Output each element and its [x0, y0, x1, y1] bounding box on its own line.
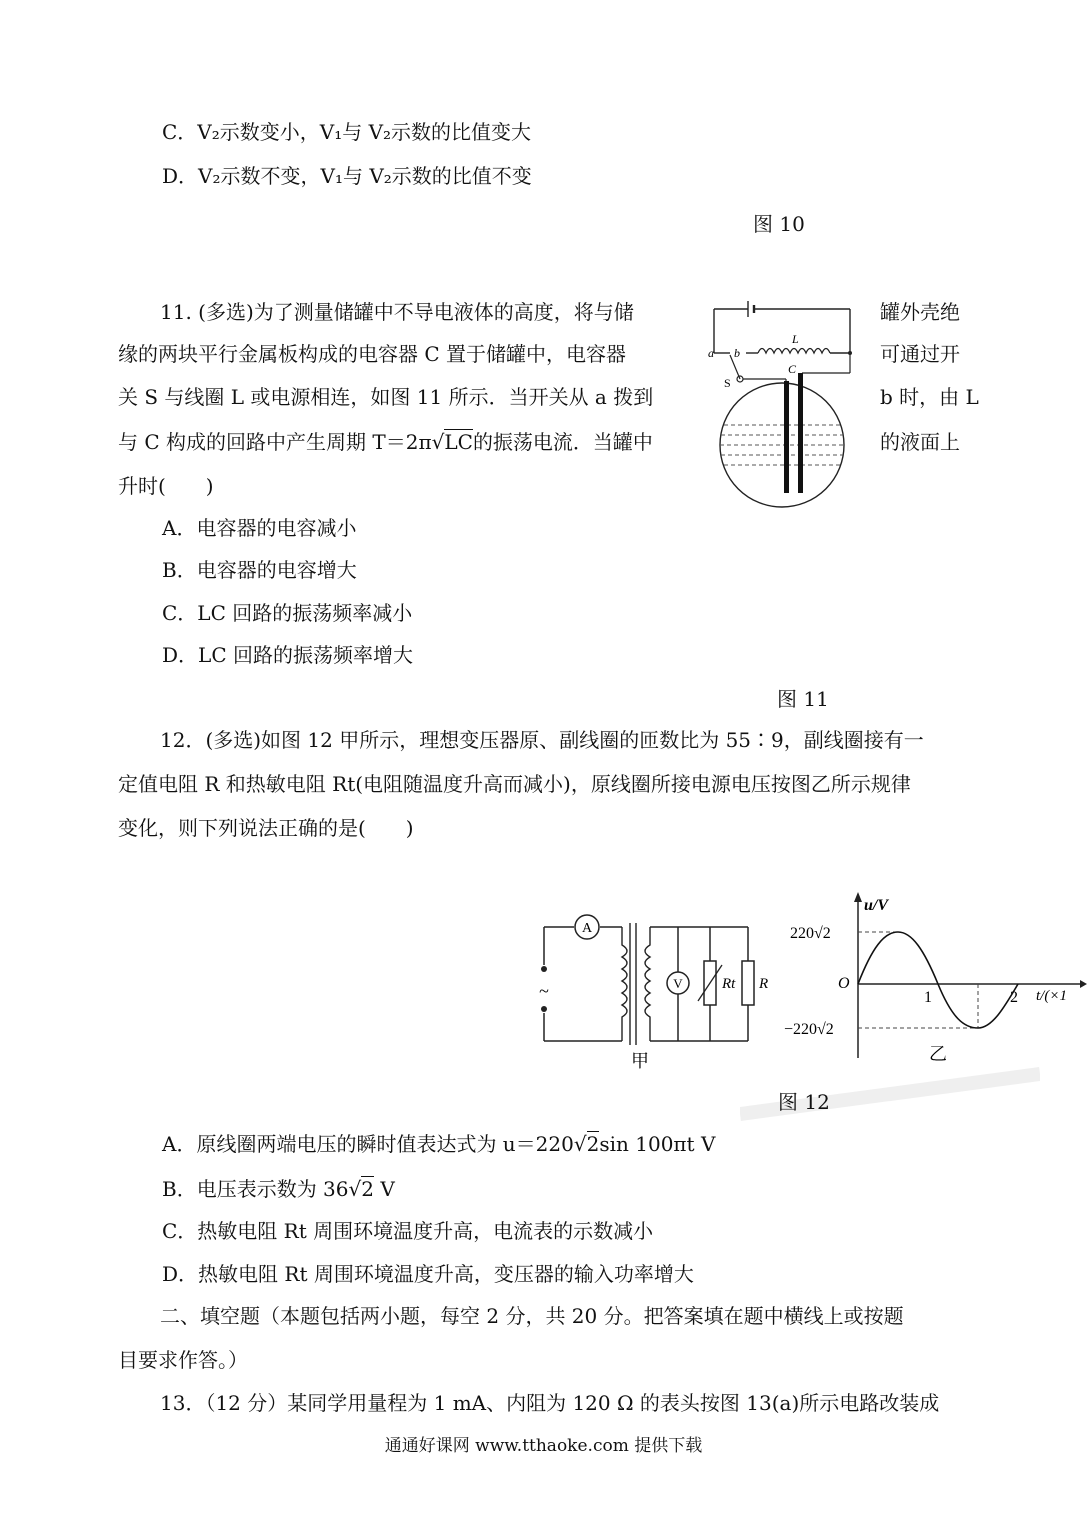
- section-2-heading: 二、填空题（本题包括两小题，每空 2 分，共 20 分。把答案填在题中横线上或按题: [160, 1304, 904, 1328]
- label-c: C: [788, 362, 797, 376]
- thermistor-label: Rt: [722, 976, 736, 992]
- q12-option-c: C．热敏电阻 Rt 周围环境温度升高，电流表的示数减小: [162, 1219, 654, 1243]
- q12-line3: 变化，则下列说法正确的是( ): [118, 816, 414, 840]
- q12-option-d: D．热敏电阻 Rt 周围环境温度升高，变压器的输入功率增大: [162, 1262, 694, 1286]
- q11-line4-right: 的液面上: [880, 430, 960, 454]
- q12-line1: 12．(多选)如图 12 甲所示，理想变压器原、副线圈的匝数比为 55∶9，副线圈接有一: [160, 728, 924, 752]
- q12-option-b-post: V: [374, 1177, 395, 1201]
- sqrt-sign: √: [348, 1177, 362, 1201]
- q10-option-d: D．V₂示数不变，V₁与 V₂示数的比值不变: [162, 164, 532, 188]
- figure-12-caption: 图 12: [778, 1090, 830, 1114]
- page-footer: 通通好课网 www.tthaoke.com 提供下载: [384, 1436, 703, 1456]
- figure-12-voltage-graph: [780, 888, 1087, 1078]
- x-axis-label: t/(×1: [1036, 988, 1067, 1004]
- q12-line2: 定值电阻 R 和热敏电阻 Rt(电阻随温度升高而减小)，原线圈所接电源电压按图乙所示规律: [118, 772, 911, 796]
- q12-option-a-post: sin 100πt V: [599, 1132, 716, 1156]
- figure-11-diagram: [700, 295, 870, 510]
- figure-10-caption: 图 10: [753, 212, 805, 236]
- q11-line5: 升时( ): [118, 474, 214, 498]
- figure-11-caption: 图 11: [777, 687, 829, 711]
- q11-option-b: B．电容器的电容增大: [162, 558, 357, 582]
- q12-option-a-pre: A．原线圈两端电压的瞬时值表达式为 u＝220: [162, 1132, 574, 1156]
- q11-option-a: A．电容器的电容减小: [162, 516, 357, 540]
- q11-line4-left: [118, 428, 653, 456]
- x-tick-2: 2: [1010, 989, 1018, 1006]
- q13-line1: 13．（12 分）某同学用量程为 1 mA、内阻为 120 Ω 的表头按图 13(a)所示电路改装成: [160, 1391, 940, 1415]
- graph-name: 乙: [929, 1044, 947, 1064]
- figure-12-circuit: [530, 905, 785, 1075]
- section-2-heading-cont: 目要求作答。）: [118, 1348, 248, 1372]
- label-l: L: [792, 332, 799, 346]
- q12-option-b-radicand: 2: [361, 1177, 374, 1201]
- q11-line3-right: b 时，由 L: [880, 385, 979, 409]
- q11-line1-left: 11. (多选)为了测量储罐中不导电液体的高度，将与储: [160, 300, 634, 324]
- sqrt-sign: √: [573, 1132, 587, 1156]
- q11-line2-left: 缘的两块平行金属板构成的电容器 C 置于储罐中，电容器: [118, 342, 627, 366]
- ammeter-label: A: [581, 921, 593, 936]
- circuit-name: 甲: [631, 1051, 649, 1071]
- q11-line4-radicand: LC: [444, 430, 473, 454]
- x-tick-1: 1: [924, 989, 932, 1006]
- y-axis-label: u/V: [864, 897, 889, 914]
- resistor-label: R: [759, 976, 769, 992]
- q11-line3-left: 关 S 与线圈 L 或电源相连，如图 11 所示．当开关从 a 拨到: [118, 385, 654, 409]
- y-bottom-label: −220√2: [784, 1021, 834, 1038]
- q12-option-a: [162, 1130, 715, 1158]
- origin-label: O: [838, 975, 850, 992]
- label-b: b: [734, 346, 740, 360]
- q11-line4-pre: 与 C 构成的回路中产生周期 T＝2π: [118, 430, 432, 454]
- y-top-label: 220√2: [790, 925, 831, 942]
- q11-line2-right: 可通过开: [880, 342, 960, 366]
- q10-option-c: C．V₂示数变小，V₁与 V₂示数的比值变大: [162, 120, 532, 144]
- ac-source-label: ~: [539, 981, 549, 1001]
- q11-option-d: D．LC 回路的振荡频率增大: [162, 643, 413, 667]
- q12-option-b-pre: B．电压表示数为 36: [162, 1177, 349, 1201]
- sqrt-sign: √: [431, 430, 445, 454]
- q11-line1-right: 罐外壳绝: [880, 300, 960, 324]
- q11-line4-post: 的振荡电流．当罐中: [472, 430, 653, 454]
- q11-option-c: C．LC 回路的振荡频率减小: [162, 601, 413, 625]
- label-s: S: [724, 376, 731, 390]
- q12-option-a-radicand: 2: [586, 1132, 600, 1156]
- voltmeter-label: V: [673, 976, 683, 991]
- label-a: a: [708, 346, 714, 360]
- q12-option-b: [162, 1175, 395, 1203]
